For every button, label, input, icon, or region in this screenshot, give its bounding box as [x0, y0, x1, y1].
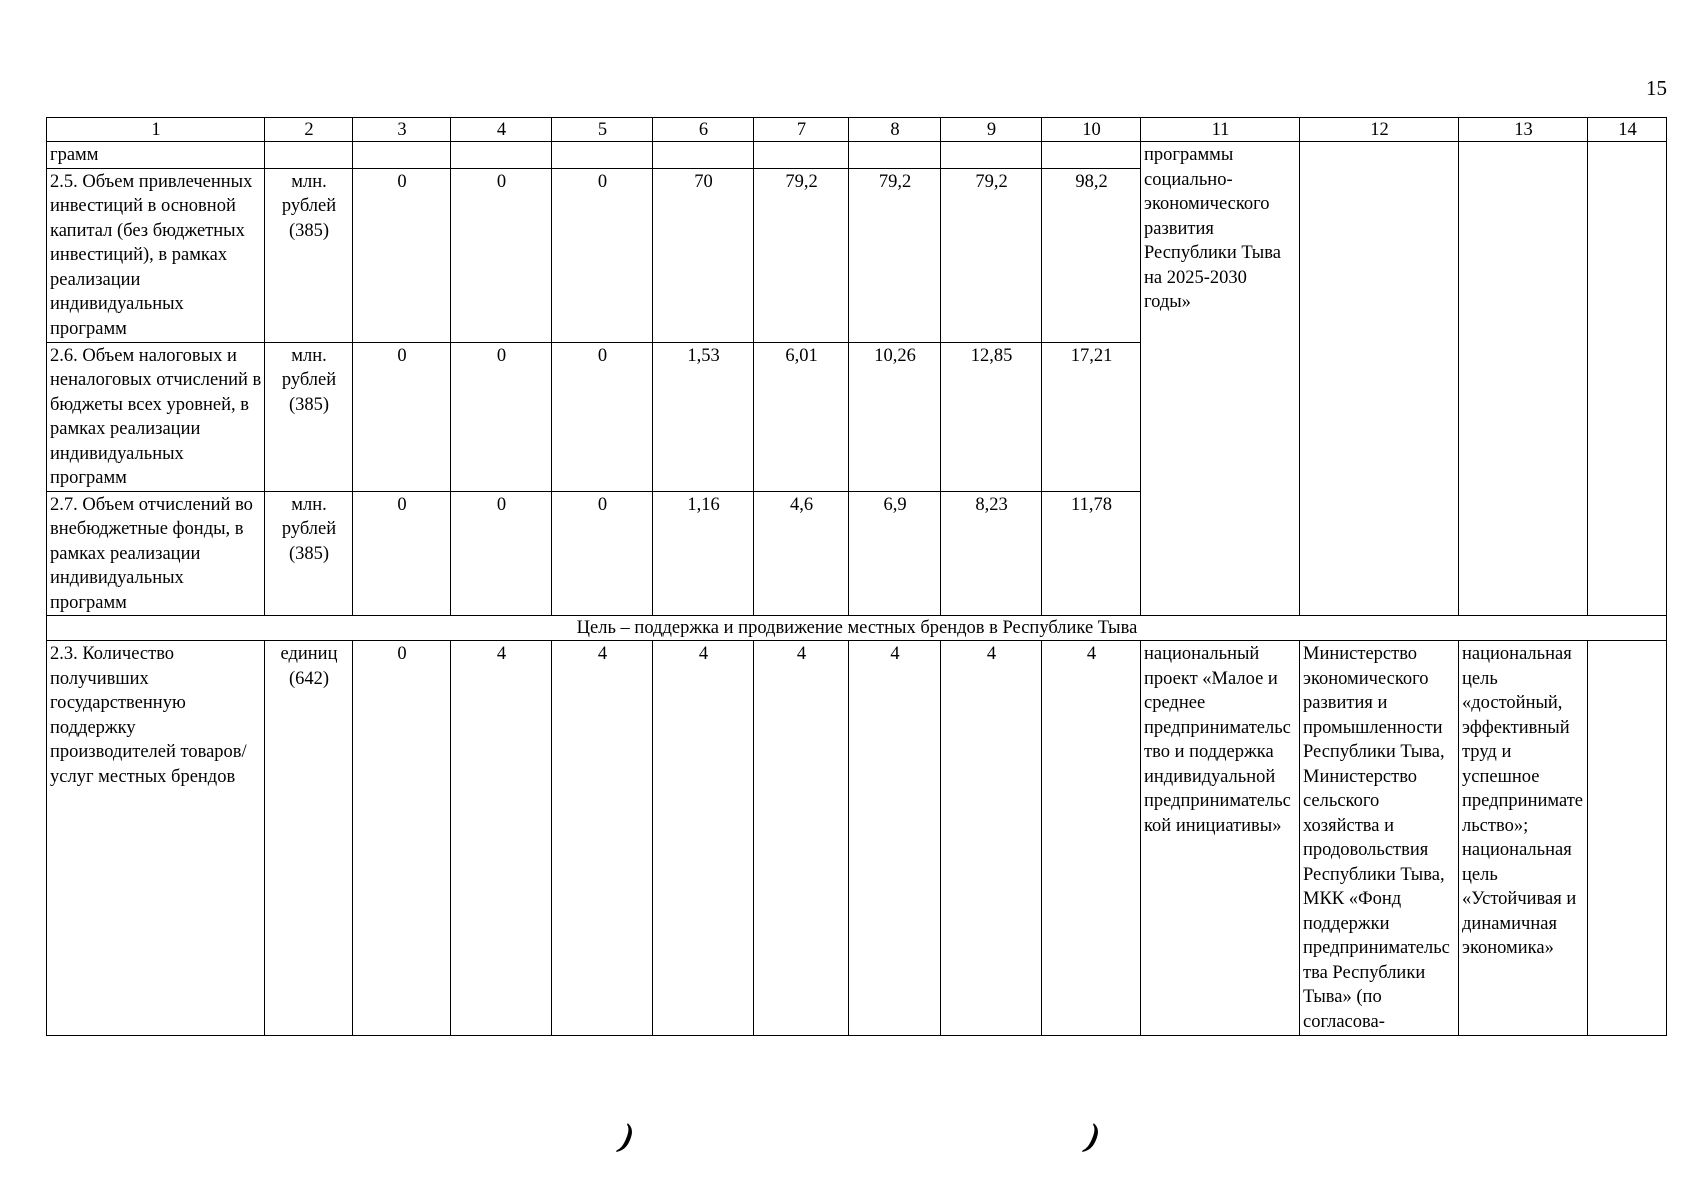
continuation-row: [47, 142, 1667, 169]
value-cell: 10,26: [849, 342, 941, 491]
value-cell: 0: [552, 342, 653, 491]
col-header: 1: [47, 118, 265, 142]
indicator-cell: 2.6. Объем налоговых и неналоговых отчислений в бюджеты всех уровней, в рамках реализации индивидуальных программ: [47, 342, 265, 491]
col-header: 10: [1042, 118, 1141, 142]
value-cell: 4: [653, 641, 754, 1036]
responsible-cell: Министерство экономического развития и промышленности Республики Тыва, Министерство сельского хозяйства и продовольствия Республики Тыва, МКК «Фонд поддержки предпринимательства Республики Тыва» (по согласова-: [1300, 641, 1459, 1036]
value-cell: 98,2: [1042, 168, 1141, 342]
table-row: [47, 641, 1667, 1036]
indicator-cell: 2.5. Объем привлеченных инвестиций в основной капитал (без бюджетных инвестиций), в рамках реализации индивидуальных программ: [47, 168, 265, 342]
col-header: 11: [1141, 118, 1300, 142]
value-cell: 0: [353, 342, 451, 491]
unit-cell: единиц (642): [265, 641, 353, 1036]
empty-cell: [1588, 142, 1667, 616]
value-cell: 4: [849, 641, 941, 1036]
goal-heading: Цель – поддержка и продвижение местных брендов в Республике Тыва: [47, 616, 1667, 641]
col-header: 9: [941, 118, 1042, 142]
value-cell: 1,53: [653, 342, 754, 491]
value-cell: 79,2: [941, 168, 1042, 342]
header-row: [47, 118, 1667, 142]
value-cell: 0: [353, 491, 451, 616]
col-header: 8: [849, 118, 941, 142]
value-cell: 0: [451, 168, 552, 342]
value-cell: 6,01: [754, 342, 849, 491]
value-cell: 0: [451, 342, 552, 491]
col-header: 13: [1459, 118, 1588, 142]
col-header: 12: [1300, 118, 1459, 142]
col-header: 4: [451, 118, 552, 142]
indicator-cell: 2.7. Объем отчислений во внебюджетные фонды, в рамках реализации индивидуальных программ: [47, 491, 265, 616]
goals-cell: национальная цель «достойный, эффективный труд и успешное предпринимательство»; национальная цель «Устойчивая и динамичная экономика»: [1459, 641, 1588, 1036]
col-header: 6: [653, 118, 754, 142]
value-cell: 1,16: [653, 491, 754, 616]
value-cell: 0: [552, 491, 653, 616]
value-cell: 70: [653, 168, 754, 342]
value-cell: 17,21: [1042, 342, 1141, 491]
empty-cell: [1588, 641, 1667, 1036]
value-cell: 4: [941, 641, 1042, 1036]
value-cell: 0: [353, 641, 451, 1036]
value-cell: 0: [353, 168, 451, 342]
value-cell: 11,78: [1042, 491, 1141, 616]
value-cell: 4,6: [754, 491, 849, 616]
value-cell: 0: [552, 168, 653, 342]
scan-mark: ): [618, 1117, 638, 1156]
page-number: 15: [1646, 76, 1667, 100]
col-header: 3: [353, 118, 451, 142]
goal-row: [47, 616, 1667, 641]
value-cell: 4: [754, 641, 849, 1036]
value-cell: 4: [451, 641, 552, 1036]
project-cell: программы социально-экономического развития Республики Тыва на 2025-2030 годы»: [1141, 142, 1300, 616]
value-cell: 8,23: [941, 491, 1042, 616]
empty-cell: [1300, 142, 1459, 616]
unit-cell: млн. рублей (385): [265, 168, 353, 342]
indicators-table: [46, 117, 1667, 1036]
value-cell: 12,85: [941, 342, 1042, 491]
project-cell: национальный проект «Малое и среднее предпринимательство и поддержка индивидуальной предпринимательской инициативы»: [1141, 641, 1300, 1036]
indicator-cell: 2.3. Количество получивших государственную поддержку производителей товаров/ услуг местных брендов: [47, 641, 265, 1036]
empty-cell: [1459, 142, 1588, 616]
value-cell: 79,2: [849, 168, 941, 342]
col-header: 7: [754, 118, 849, 142]
unit-cell: млн. рублей (385): [265, 491, 353, 616]
value-cell: 79,2: [754, 168, 849, 342]
scan-mark: ): [1084, 1117, 1104, 1156]
unit-cell: млн. рублей (385): [265, 342, 353, 491]
value-cell: 6,9: [849, 491, 941, 616]
col-header: 5: [552, 118, 653, 142]
value-cell: 4: [1042, 641, 1141, 1036]
indicator-cell: грамм: [47, 142, 265, 169]
col-header: 2: [265, 118, 353, 142]
col-header: 14: [1588, 118, 1667, 142]
value-cell: 4: [552, 641, 653, 1036]
value-cell: 0: [451, 491, 552, 616]
